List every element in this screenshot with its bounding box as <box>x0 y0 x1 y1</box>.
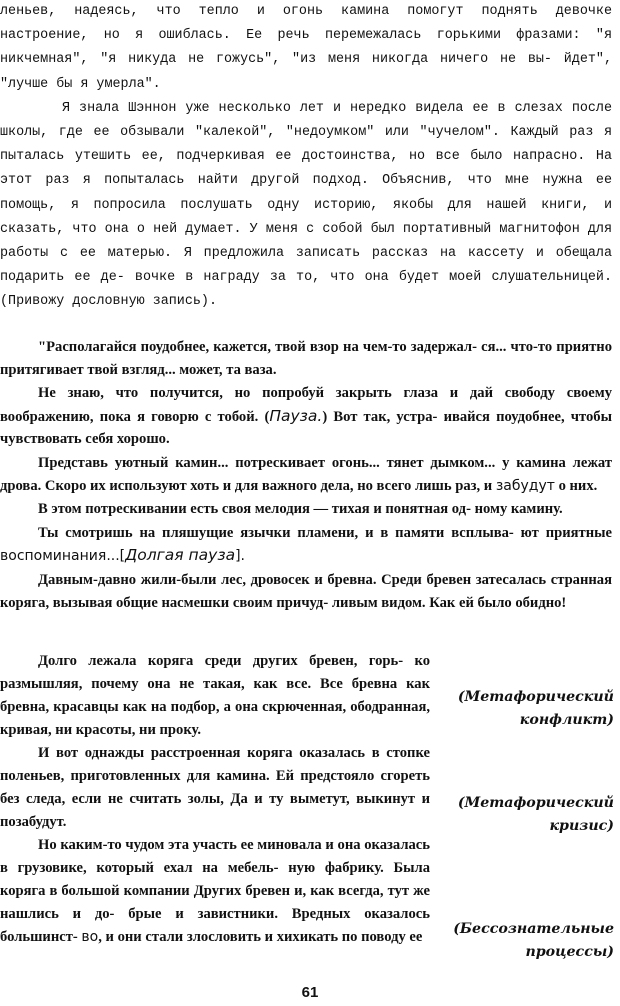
story-paragraph-8 <box>0 742 430 834</box>
note-line: (Метафорический <box>457 689 614 705</box>
text-line: Я предложила записать рассказ на кассету и обещала подарить ее де- <box>0 246 612 286</box>
text-line: ивайся поудобнее, чтобы чувствовать себя хорошо. <box>0 408 612 448</box>
text-line: "я никчемная", "я никуда не гожусь", "из меня никогда ничего не вы- <box>0 28 612 68</box>
text-line: И вот однажды расстроенная коряга оказалась <box>38 745 366 761</box>
story-paragraph-2 <box>0 382 612 451</box>
text-word: забудут <box>495 477 555 494</box>
note-line: (Метафорический <box>457 795 614 811</box>
text-line: все было напрасно. На этот раз я попыталась найти другой подход. <box>0 149 612 189</box>
text-line: она оказалась в грузовике, который ехал на мебель- <box>0 837 430 876</box>
story-paragraph-4 <box>0 498 612 521</box>
text-line: йдет", "лучше бы я умерла". <box>0 52 612 92</box>
text-line: Каждый раз я пыталась утешить ее, подчеркивая ее достоинства, но <box>0 125 612 165</box>
text-line: ) Вот так, устра- <box>322 408 438 425</box>
text-line: Объяснив, что мне нужна ее помощь, я попросила послушать одну <box>0 173 612 213</box>
text-line: проку. <box>159 722 202 738</box>
text-line: ся... что-то приятно притягивает твой взгляд... может, та ваза. <box>0 339 612 378</box>
text-line: Да и ту выметут, выкинут и позабудут. <box>0 791 430 830</box>
story-paragraph-6 <box>0 569 612 614</box>
text-line: Ты смотришь на пляшущие язычки пламени, и в памяти всплыва- <box>38 524 514 541</box>
text-line: своему воображению, пока я говорю с тобой. ( <box>0 385 612 425</box>
text-line: В этом потрескивании есть своя мелодия — тихая и понятная од- <box>38 501 471 518</box>
text-line: но всего лишь раз, и <box>357 477 496 494</box>
text-line: ют приятные <box>520 524 612 541</box>
note-line: (Бессознательные <box>453 921 614 937</box>
text-line: предстояло сгореть без следа, если не считать золы, <box>0 768 431 807</box>
text-punct: ]. <box>235 548 245 565</box>
pause-note: Пауза. <box>269 406 323 425</box>
text-line: Давным-давно жили-были лес, дровосек и бревна. Среди бревен <box>38 571 472 588</box>
margin-note-crisis <box>424 792 614 838</box>
text-line: о них. <box>554 477 598 494</box>
text-line: Других бревен и, как всегда, тут же нашлись и до- <box>0 883 430 922</box>
text-line: историю, якобы для нашей книги, и сказать, что она о ней думает. У <box>0 197 612 237</box>
text-line: ному камину. <box>474 501 563 518</box>
page-number: 61 <box>301 984 319 1001</box>
text-line: затесалась странная коряга, вызывая общие насмешки своим причуд- <box>0 571 612 611</box>
text-line: Я знала Шэннон уже несколько лет и нередко видела ее в слезах <box>62 100 563 116</box>
note-line: процессы) <box>525 944 614 960</box>
text-line: Но каким-то чудом эта участь ее миновала и <box>38 837 334 853</box>
text-line: вочке в награду за то, что она будет моей слушательницей. (Привожу <box>0 270 612 310</box>
story-paragraph-9 <box>0 834 430 949</box>
story-paragraph-5 <box>0 522 612 568</box>
text-word: во <box>81 929 99 945</box>
text-line: у камина лежат дрова. Скоро их используют хоть и для важного дела, <box>0 454 613 494</box>
text-line: ную фабрику. Была коряга в большой компании <box>0 860 430 899</box>
text-word: воспоминания <box>0 548 107 565</box>
pause-note: Долгая пауза <box>125 546 236 565</box>
text-line: Не знаю, что получится, но попробуй закрыть глаза и дай свободу <box>38 385 555 402</box>
text-line: Долго лежала коряга среди других бревен, горь- <box>38 653 404 669</box>
story-paragraph-1 <box>0 336 612 381</box>
text-line: ко размышляя, почему она не такая, как все. Все <box>0 653 430 692</box>
intro-paragraph-2 <box>0 97 612 315</box>
text-line: "Располагайся поудобнее, кажется, твой взор на чем-то задержал- <box>38 339 477 355</box>
note-line: кризис) <box>549 818 614 834</box>
story-paragraph-7 <box>0 650 430 742</box>
text-line: Представь уютный камин... потрескивает огонь... тянет дымком... <box>38 454 496 471</box>
story-column <box>0 650 430 949</box>
text-line: дословную запись). <box>72 294 217 310</box>
note-line: конфликт) <box>519 712 614 728</box>
story-text <box>0 336 612 615</box>
text-line: леньев, надеясь, что тепло и огонь камина помогут поднять девочке <box>0 4 612 19</box>
text-line: ливым видом. Как ей было обидно! <box>331 594 567 611</box>
text-line: меня с собой был портативный магнитофон для работы с ее матерью. <box>0 221 612 262</box>
text-line: после школы, где ее обзывали "калекой", "недоумком" или "чучелом". <box>0 100 612 141</box>
margin-note-unconscious <box>424 918 614 964</box>
text-line: настроение, но я ошиблась. Ее речь перемежалась горькими фразами: <box>0 28 581 44</box>
text-line: в стопке поленьев, приготовленных для камина. Ей <box>0 745 430 784</box>
intro-paragraph-1 <box>0 0 612 97</box>
text-line: скрюченная, ободранная, кривая, ни красоты, ни <box>0 699 430 738</box>
story-paragraph-3 <box>0 452 612 497</box>
text-line: , и они стали злословить и хихикать по поводу ее <box>98 929 423 945</box>
text-line: бревна как бревна, красавцы как на подбор, а она <box>0 676 430 715</box>
text-line: брые и завистники. Вредных оказалось большинст- <box>0 906 430 945</box>
margin-note-conflict <box>424 686 614 732</box>
intro-text <box>0 0 612 315</box>
text-punct: ...[ <box>106 548 126 565</box>
